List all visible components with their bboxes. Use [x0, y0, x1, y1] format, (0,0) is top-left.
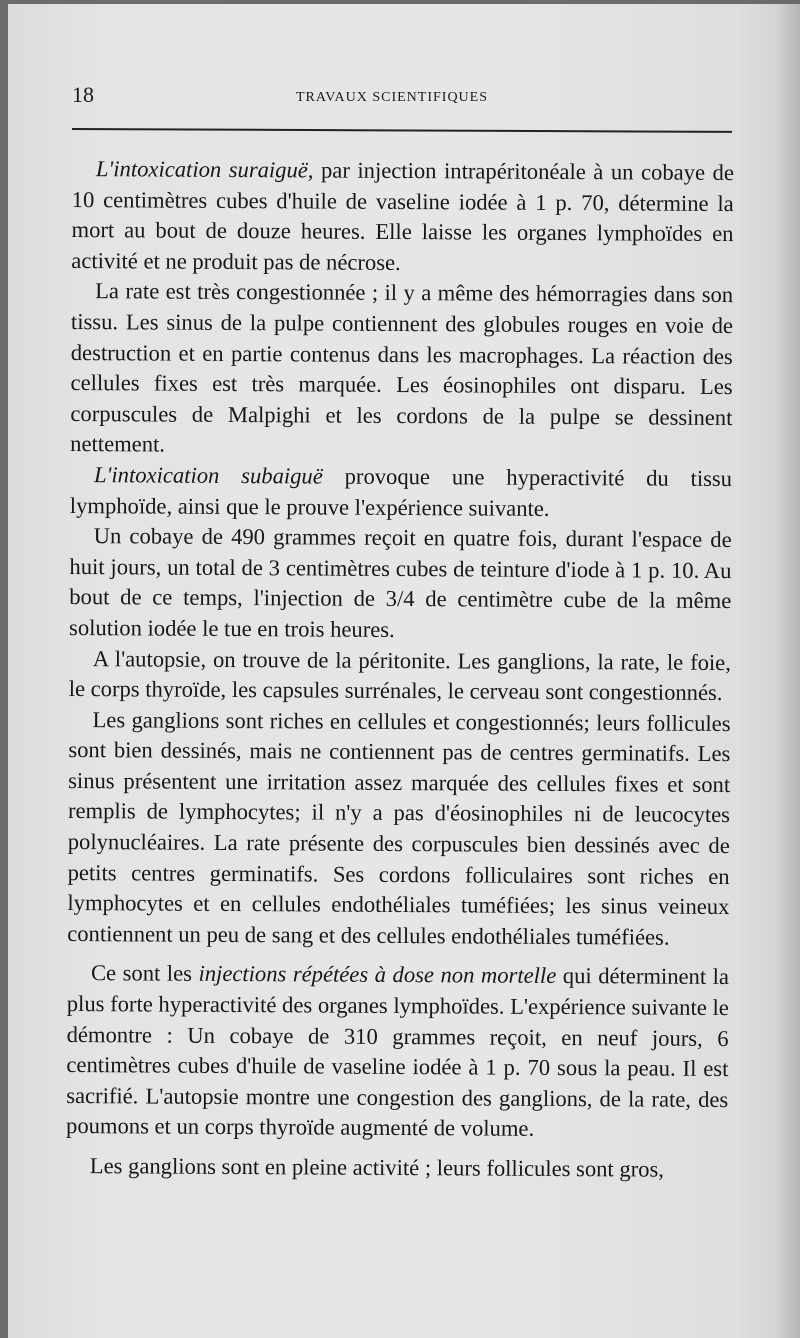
paragraph-text: qui déterminent la plus forte hyperactivité des organes lymphoïdes. L'expérience suivante le démontre : Un cobaye de 310 grammes reçoit, en neuf jours, 6 centimètres cubes d'huile de vaseline iodée à 1 p. 70 sous la peau. Il est sacrifié. L'autopsie montre une congestion des ganglions, de la rate, des poumons et un corps thyroïde augmenté de volume. [65, 963, 730, 1142]
paragraph-intoxication-subaigue [70, 460, 732, 525]
header-rule [72, 128, 732, 133]
body-text [66, 154, 734, 1186]
paragraph-text: Les ganglions sont en pleine activité ; leurs follicules sont gros, [89, 1153, 665, 1182]
paragraph-ganglions [67, 705, 730, 954]
paragraph-ganglions-activite [66, 1151, 728, 1186]
paragraph-text: La rate est très congestionnée ; il y a même des hémorragies dans son tissu. Les sinus de la pulpe contiennent des globules rouges en voie de destruction et en partie contenus dans les macrophages. La réaction des cellules fixes est très marquée. Les éosinophiles ont disparu. Les corpuscules de Malpighi et les cordons de la pulpe se dessinent nettement. [70, 278, 734, 457]
page-number: 18 [72, 82, 94, 107]
paragraph-intoxication-suraigue [71, 154, 734, 280]
paragraph-autopsie [69, 643, 731, 708]
italic-phrase: L'intoxication subaiguë [93, 462, 323, 489]
paragraph-text: Un cobaye de 490 grammes reçoit en quatre fois, durant l'espace de huit jours, un total de 3 centimètres cubes de teinture d'iode à 1 p. 10. Au bout de ce temps, l'injection de 3/4 de centimètre cube de la même solution iodée le tue en trois heures. [69, 523, 732, 642]
paragraph-experience-cobaye [69, 521, 732, 647]
italic-phrase: injections répétées à dose non mortelle [198, 961, 557, 989]
paragraph-text: par injection intrapéritonéale à un cobaye de 10 centimètres cubes d'huile de vaseline iodée à 1 p. 70, détermine la mort au bout de douze heures. Elle laisse les organes lymphoïdes en activité et ne produit pas de nécrose. [71, 157, 734, 275]
paragraph-text-lead: Ce sont les [90, 960, 199, 987]
paragraph-text: provoque une hyperactivité du tissu lymphoïde, ainsi que le prouve l'expérience suivante. [69, 463, 733, 521]
page-header [72, 82, 732, 112]
italic-phrase: L'intoxication suraiguë, [95, 156, 314, 183]
paragraph-text: Les ganglions sont riches en cellules et congestionnés; leurs follicules sont bien dessinés, mais ne contiennent pas de centres germinatifs. Les sinus présentent une irritation assez marquée des cellules fixes et sont remplis de lymphocytes; il n'y a pas d'éosinophiles ni de leucocytes polynucléaires. La rate présente des corpuscules bien dessinés avec de petits centres germinatifs. Ses cordons folliculaires sont riches en lymphocytes et en cellules endothéliales tuméfiées; les sinus veineux contiennent un peu de sang et des cellules endothéliales tuméfiées. [67, 706, 731, 950]
running-title: TRAVAUX SCIENTIFIQUES [296, 90, 489, 105]
paragraph-injections-repetees [66, 958, 729, 1146]
paragraph-rate [70, 276, 733, 464]
book-page [8, 4, 800, 1338]
paragraph-text: A l'autopsie, on trouve de la péritonite. Les ganglions, la rate, le foie, le corps thyroïde, les capsules surrénales, le cerveau sont congestionnés. [68, 645, 731, 706]
